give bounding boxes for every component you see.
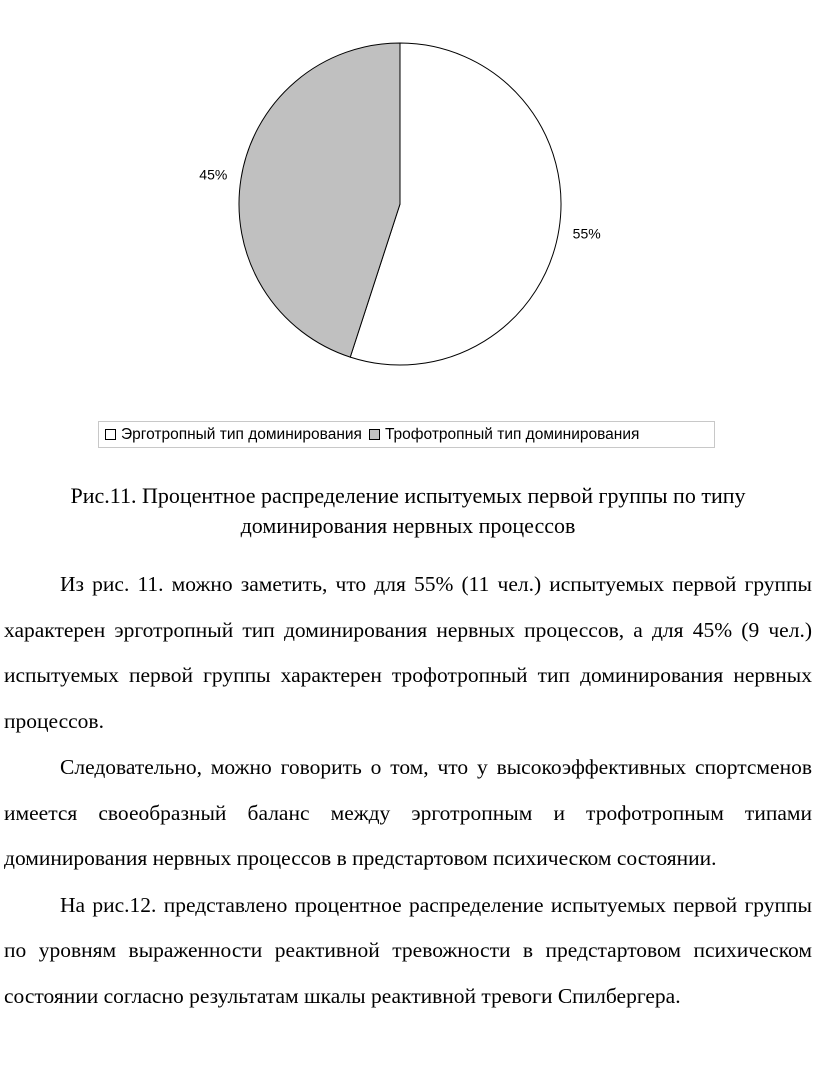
pie-chart [0, 0, 816, 455]
paragraph-3: На рис.12. представлено процентное распределение испытуемых первой группы по уровням выраженности реактивной тревожности в предстартовом психическом состоянии согласно результатам шкалы реактивной тревоги Спилбергера. [4, 892, 812, 1008]
legend-swatch-ergotropic [105, 429, 116, 440]
legend-label-ergotropic: Эрготропный тип доминирования [121, 425, 362, 443]
pie-slice-label-1: 55% [572, 225, 601, 242]
pie-chart-svg [0, 0, 816, 455]
pie-slice-label-2: 45% [199, 166, 228, 183]
body-text [4, 562, 812, 1020]
figure-caption [0, 481, 816, 541]
paragraph-1: Из рис. 11. можно заметить, что для 55% (11 чел.) испытуемых первой группы характерен эрготропный тип доминирования нервных процессов, а для 45% (9 чел.) испытуемых первой группы характерен трофотропный тип доминирования нервных процессов. [4, 572, 812, 733]
legend-label-trophotropic: Трофотропный тип доминирования [384, 425, 640, 443]
chart-legend [98, 421, 715, 448]
caption-line-1: Рис.11. Процентное распределение испытуемых первой группы по типу [70, 483, 746, 508]
caption-line-2: доминирования нервных процессов [240, 513, 576, 538]
legend-item-trophotropic [369, 426, 639, 444]
paragraph-2: Следовательно, можно говорить о том, что у высокоэффективных спортсменов имеется своеобразный баланс между эрготропным и трофотропным типами доминирования нервных процессов в предстартовом психическом состоянии. [4, 755, 812, 870]
legend-item-ergotropic [105, 426, 362, 444]
legend-swatch-trophotropic [369, 429, 380, 440]
